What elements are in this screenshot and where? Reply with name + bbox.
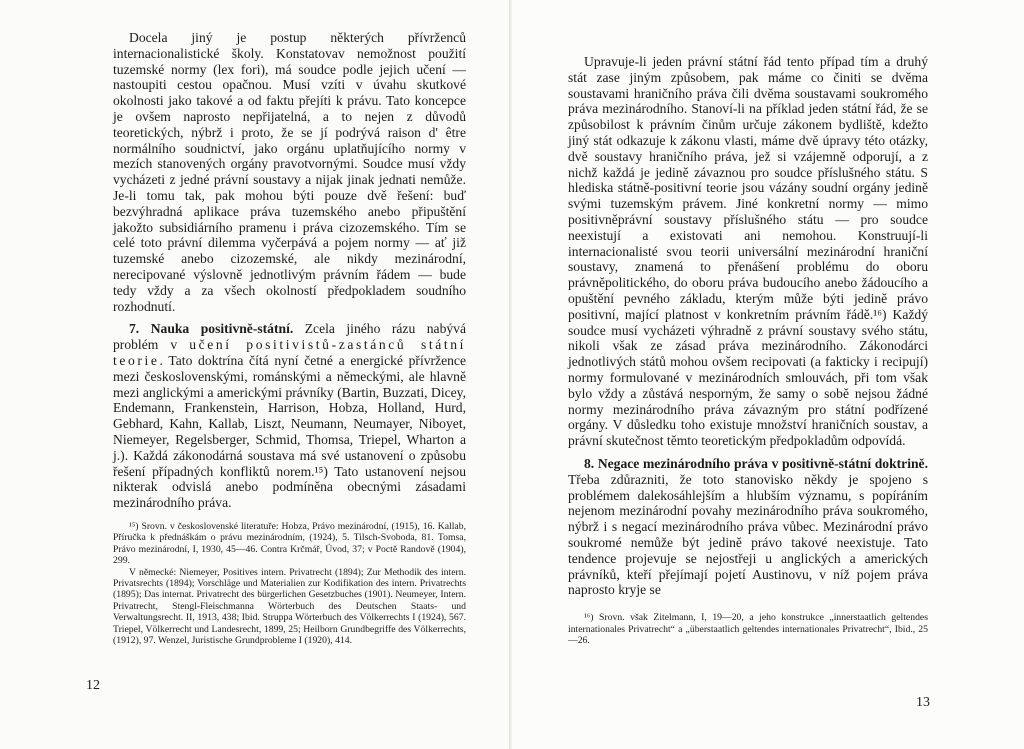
right-page [512,0,1024,749]
section-7-text: . Tato doktrína čítá nyní četné a energické přívržence mezi československými, románskými a německými, ale hlavně mezi anglickými a americkými právníky (Bartin, Buzzati, Dicey, Endemann, Frankenstein, Harrison, Hobza, Holland, Hurd, Gebhard, Kahn, Kallab, Liszt, Neumann, Neumayer, Niboyet, Niemeyer, Regelsberger, Schmid, Thomsa, Triepel, Wharton a j.). Každá zákonodárná soustava má své ustanovení o způsobu řešení případných konfliktů norem.¹⁵) Tato ustanovení nejsou nikterak odvislá anebo podmíněna obecnými zásadami mezinárodního práva. [113,352,466,511]
section-8-text: Třeba zdůrazniti, že toto stanovisko někdy je spojeno s problémem dalekosáhlejším a hlubším významu, s popíráním nejenom mezinárodní povahy mezinárodního práva soukromého, nýbrž i s negací mezinárodního práva vůbec. Mezinárodní právo soukromé nemůže být jedině právo takové neexistuje. Tato tendence projevuje se nejostřeji u anglických a amerických právníků, kteří přejímají pojetí Austinovu, v níž pojem práva naprosto kryje se [568,471,928,598]
left-footnotes [113,521,466,646]
section-8-paragraph [568,456,928,598]
footnote-16: ¹⁶) Srovn. však Zitelmann, I, 19—20, a jeho konstrukce „innerstaatlich geltendes internationales Privatrecht“ a „überstaatlich geltendes internationales Privatrecht“, Ibid., 25—26. [568,612,928,646]
section-8-number: 8. [584,455,595,471]
section-7-lead: Zcela jiného rázu nabývá problém v [113,321,467,353]
footnote-15-continued: V německé: Niemeyer, Positives intern. Privatrecht (1894); Zur Methodik des intern. Privatsrechts (1894); Vorschläge und Materialien zur Kodifikation des intern. Privatrechts (1895); Das internat. Privatrecht des bürgerlichen Gesetzbuches (1901). Neumeyer, Intern. Privatrecht, Stengl-Fleischmanna Wörterbuch des Deutschen Staats- und Verwaltungsrecht. II, 1913, 438; Ibid. Struppa Wörterbuch des Völkerrechts I (1924), 567. Triepel, Völkerrecht und Landesrecht, 1899, 25; Heilborn Grundbegriffe des Völkerrechts, (1912), 97. Wenzel, Juristische Grundprobleme I (1920), 414. [113,566,466,646]
right-footnotes [568,612,928,646]
section-8-heading: Negace mezinárodního práva v positivně-státní doktrině. [597,455,928,471]
footnote-15: ¹⁵) Srovn. v československé literatuře: Hobza, Právo mezinárodní, (1915), 16. Kallab, Příručka k přednáškám o právu mezinárodním, (1924), 5. Tilsch-Svoboda, 81. Tomsa, Právo mezinárodní, I, 1930, 45—46. Contra Krčmář, Úvod, 37; v Poctě Randově (1904), 299. [113,520,466,567]
section-7-paragraph [113,321,466,511]
section-7-number: 7. [129,321,140,337]
left-paragraph-1: Docela jiný je postup některých přívrženců internacionalistické školy. Konstatovav nemožnost použití tuzemské normy (lex fori), má soudce podle jejich učení — nastoupiti cestou opačnou. Musí vzíti v úvahu skutkové okolnosti jako takové a od faktu přejíti k právu. Tato koncepce je ovšem naprosto nepřijatelná, a to nejen z důvodů teoretických, nýbrž i proto, že se jí podrývá raison d' être normálního soudnictví, jako orgánu uplatňujícího normy v mezích stanovených orgány pravotvornými. Soudce musí vždy vycházeti z jedné právní soustavy a nijak jinak jednati nemůže. Je-li tomu tak, pak mohou býti pouze dvě řešení: buď bezvýhradná aplikace práva tuzemského anebo připuštění jakožto subsidiárního pramenu i práva cizozemského. Tím se celé toto právní dilemma vyčerpává a pojem normy — ať již tuzemské anebo cizozemské, ale nikdy mezinárodní, nerecipované výslovně jednotlivým právním řádem — bude tedy vždy a za všech okolností předpokladem soudního rozhodnutí. [113,30,466,314]
section-7-spaced-phrase: učení positivistů-zastánců státní teorie [113,337,466,368]
right-paragraph-1: Upravuje-li jeden právní státní řád tento případ tím a druhý stát zase jiným způsobem, pak máme co činiti se dvěma soustavami hraničního práva čili dvěma soustavami soukromého práva mezinárodního. Stanoví-li na příklad jeden státní řád, že se způsobilost k právním činům určuje zákonem bydliště, kdežto jiný stát odkazuje k zákonu vlasti, máme dvě úpravy této otázky, dvě soustavy hraničního práva, jež si vzájemně odporují, a z nichž každá je jedině závaznou pro soudce příslušného státu. S hlediska státně-positivní teorie jsou vázány soudní orgány jedině svými tuzemským právem. Jiné konkretní normy — mimo positivněprávní soustavy příslušného státu — pro soudce neexistují a existovati ani nemohou. Konstruují-li internacionalisté svou teorii universální mezinárodní hraniční soustavy, znamená to přenášení problému do oboru právněpolitického, do oboru práva budoucího anebo žádoucího a opuštění pevného základu, kterým může býti jedině právo positivní, mající platnost v konkretním právním řádě.¹⁶) Každý soudce musí vycházeti výhradně z právní soustavy svého státu, nikoli však ze zásad práva mezinárodního. Zákonodárci jednotlivých států mohou ovšem recipovati (a fakticky i recipují) normy formulované v mezinárodních smlouvách, při tom však bylo vždy a zůstává nesporným, že samy o sobě nejsou žádné normy mezinárodního práva závazným pro státní podřízené orgány. V důsledku toho existuje množství hraničních soustav, a právní skutečnost těmto teoretickým předpokladům odpovídá. [568,54,928,449]
left-text-column [113,30,466,646]
right-text-column [568,54,928,646]
page-number-right: 13 [916,695,930,710]
page-number-left: 12 [86,678,100,693]
section-7-heading: Nauka positivně-státní. [150,321,294,337]
